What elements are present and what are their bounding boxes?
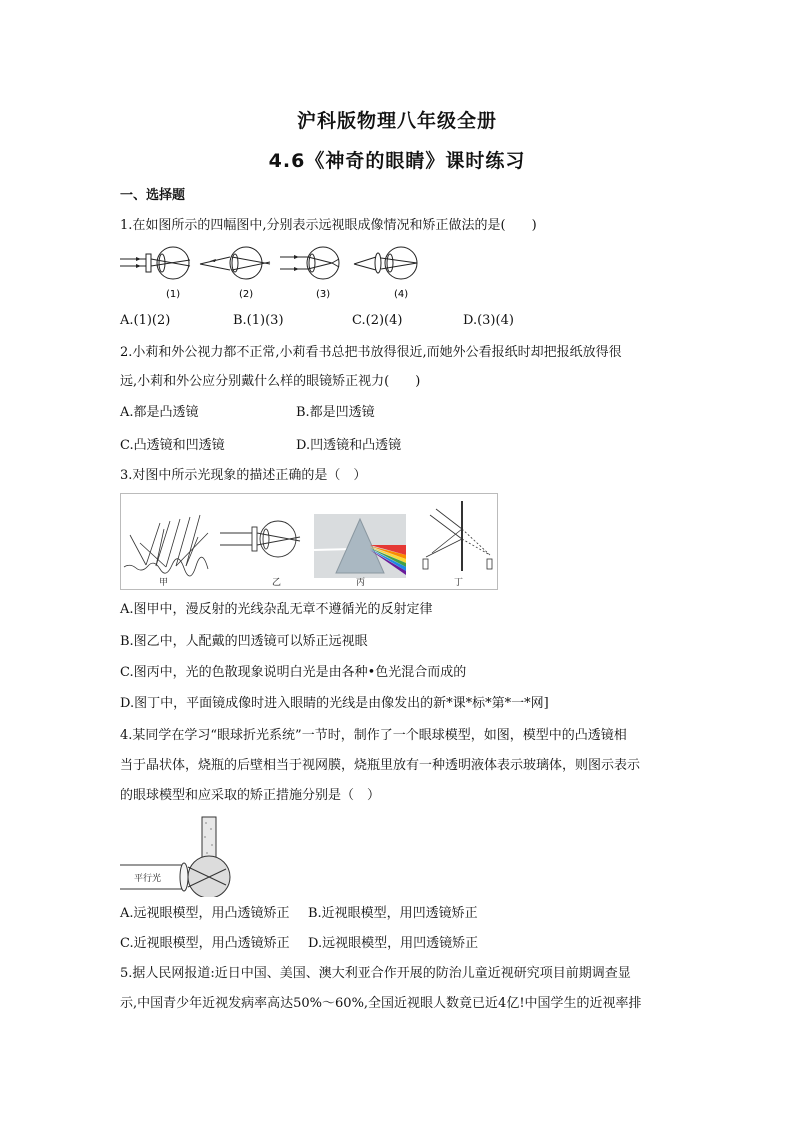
q3-option-a[interactable]: A.图甲中，漫反射的光线杂乱无章不遵循光的反射定律 [120,602,433,617]
q4-option-d[interactable]: D.远视眼模型，用凹透镜矫正 [308,936,479,951]
question-4-stem-line-1: 4.某同学在学习“眼球折光系统”一节时，制作了一个眼球模型，如图，模型中的凸透镜相 [120,728,627,743]
q4-eye-model-figure [120,815,240,897]
section-heading: 一、选择题 [120,188,186,203]
q4-option-c[interactable]: C.近视眼模型，用凸透镜矫正 [120,936,290,951]
q3-light-phenomena-figure [120,493,498,590]
q1-option-d[interactable]: D.(3)(4) [463,313,514,328]
question-5-stem-line-2: 示,中国青少年近视发病率高达50%～60%,全国近视眼人数竟已近4亿!中国学生的近视率排 [120,996,642,1011]
question-4-stem-line-2: 当于晶状体，烧瓶的后壁相当于视网膜，烧瓶里放有一种透明液体表示玻璃体，则图示表示 [120,758,641,773]
question-1-stem: 1.在如图所示的四幅图中,分别表示远视眼成像情况和矫正做法的是( ) [120,218,537,233]
q3-figure-label-jia: 甲 [159,578,169,588]
question-5-stem-line-1: 5.据人民网报道:近日中国、美国、澳大利亚合作开展的防治儿童近视研究项目前期调查显 [120,966,631,981]
question-2-stem-line-1: 2.小莉和外公视力都不正常,小莉看书总把书放得很近,而她外公看报纸时却把报纸放得很 [120,345,622,360]
q1-figure-label-4: (4) [394,289,409,300]
q3-figure-label-yi: 乙 [272,578,282,588]
q3-option-d[interactable]: D.图丁中，平面镜成像时进入眼睛的光线是由像发出的新*课*标*第*一*网] [120,696,549,711]
q2-option-d[interactable]: D.凹透镜和凸透镜 [296,438,402,453]
q3-option-b[interactable]: B.图乙中，人配戴的凹透镜可以矫正远视眼 [120,634,368,649]
q1-figure-label-3: (3) [316,289,331,300]
question-3-stem: 3.对图中所示光现象的描述正确的是（ ） [120,468,367,483]
q3-option-c[interactable]: C.图丙中，光的色散现象说明白光是由各种•色光混合而成的 [120,665,467,680]
q2-option-a[interactable]: A.都是凸透镜 [120,405,199,420]
q4-option-b[interactable]: B.近视眼模型，用凹透镜矫正 [308,906,478,921]
page-subtitle: 4.6《神奇的眼睛》课时练习 [268,150,526,172]
q2-option-c[interactable]: C.凸透镜和凹透镜 [120,438,225,453]
q1-option-b[interactable]: B.(1)(3) [233,313,284,328]
q1-figure-label-1: (1) [166,289,181,300]
question-4-stem-line-3: 的眼球模型和应采取的矫正措施分别是（ ） [120,788,381,803]
q4-parallel-light-label: 平行光 [134,874,162,884]
q3-figure-label-bing: 丙 [356,578,366,588]
page-title: 沪科版物理八年级全册 [296,110,497,132]
q1-option-a[interactable]: A.(1)(2) [120,313,171,328]
question-2-stem-line-2: 远,小莉和外公应分别戴什么样的眼镜矫正视力( ) [120,374,421,389]
q3-figure-label-ding: 丁 [454,578,464,588]
q1-figure-label-2: (2) [239,289,254,300]
q2-option-b[interactable]: B.都是凹透镜 [296,405,375,420]
q4-option-a[interactable]: A.远视眼模型，用凸透镜矫正 [120,906,290,921]
q1-eye-diagrams [118,240,428,302]
q1-option-c[interactable]: C.(2)(4) [352,313,403,328]
